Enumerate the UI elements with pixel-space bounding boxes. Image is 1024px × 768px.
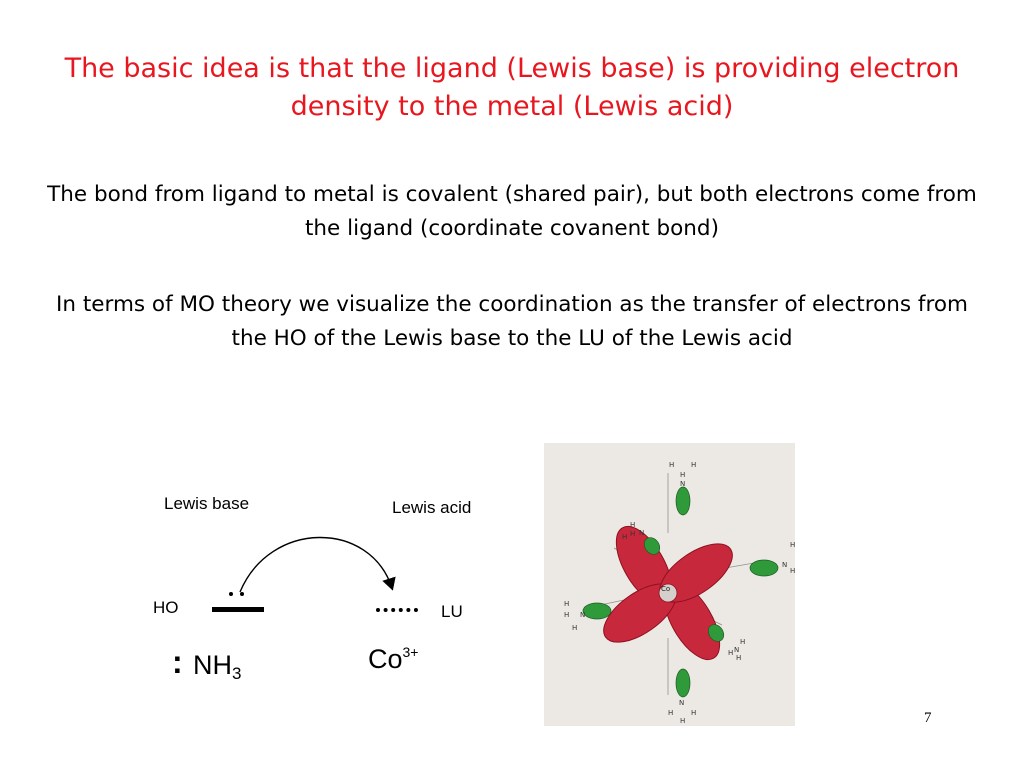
hydrogen-label: H: [680, 471, 686, 479]
hydrogen-label: H: [790, 567, 795, 575]
hydrogen-label: H: [736, 654, 742, 662]
ammonia-subscript: 3: [232, 664, 242, 683]
hydrogen-label: H: [691, 709, 697, 717]
cobalt-ion-formula: [368, 644, 418, 675]
hydrogen-label: H: [630, 521, 636, 529]
hydrogen-label: H: [564, 600, 570, 608]
ho-label: HO: [153, 598, 179, 617]
nitrogen-label: N: [782, 561, 788, 569]
lu-label: LU: [441, 602, 463, 621]
hydrogen-label: H: [668, 709, 674, 717]
paragraph-mo-theory: In terms of MO theory we visualize the coordination as the transfer of electrons from the HO of the Lewis base to the LU of the Lewis acid: [56, 292, 968, 351]
hydrogen-label: H: [622, 533, 628, 541]
hydrogen-label: H: [740, 638, 746, 646]
lewis-acid-label: Lewis acid: [392, 498, 472, 517]
orbital-overlap-figure: [544, 443, 795, 726]
hydrogen-label: H: [630, 530, 636, 538]
lone-pair-colon: :: [172, 644, 183, 680]
lewis-base-label: Lewis base: [164, 494, 250, 513]
nitrogen-label: N: [680, 480, 686, 488]
hydrogen-label: H: [728, 649, 734, 657]
page-number: 7: [924, 710, 932, 726]
ammonia-formula-text: NH: [193, 650, 232, 680]
metal-label: Co: [661, 585, 671, 593]
nitrogen-label: N: [679, 699, 685, 707]
electron-transfer-arrow: [200, 530, 420, 620]
hydrogen-label: H: [564, 611, 570, 619]
hydrogen-label: H: [790, 541, 795, 549]
hydrogen-label: H: [680, 717, 686, 725]
paragraph-coordinate-bond: The bond from ligand to metal is covalent (shared pair), but both electrons come from the ligand (coordinate covanent bond): [47, 182, 977, 241]
hydrogen-label: H: [572, 624, 578, 632]
cobalt-charge: 3+: [402, 644, 419, 660]
nitrogen-label: N: [734, 646, 740, 654]
nitrogen-label: N: [639, 529, 645, 537]
hydrogen-label: H: [691, 461, 697, 469]
nitrogen-label: N: [580, 611, 586, 619]
cobalt-formula-text: Co: [368, 644, 403, 674]
slide-title: The basic idea is that the ligand (Lewis base) is providing electron density to the metal (Lewis acid): [64, 53, 960, 122]
hydrogen-label: H: [669, 461, 675, 469]
ammonia-formula: [193, 650, 241, 684]
